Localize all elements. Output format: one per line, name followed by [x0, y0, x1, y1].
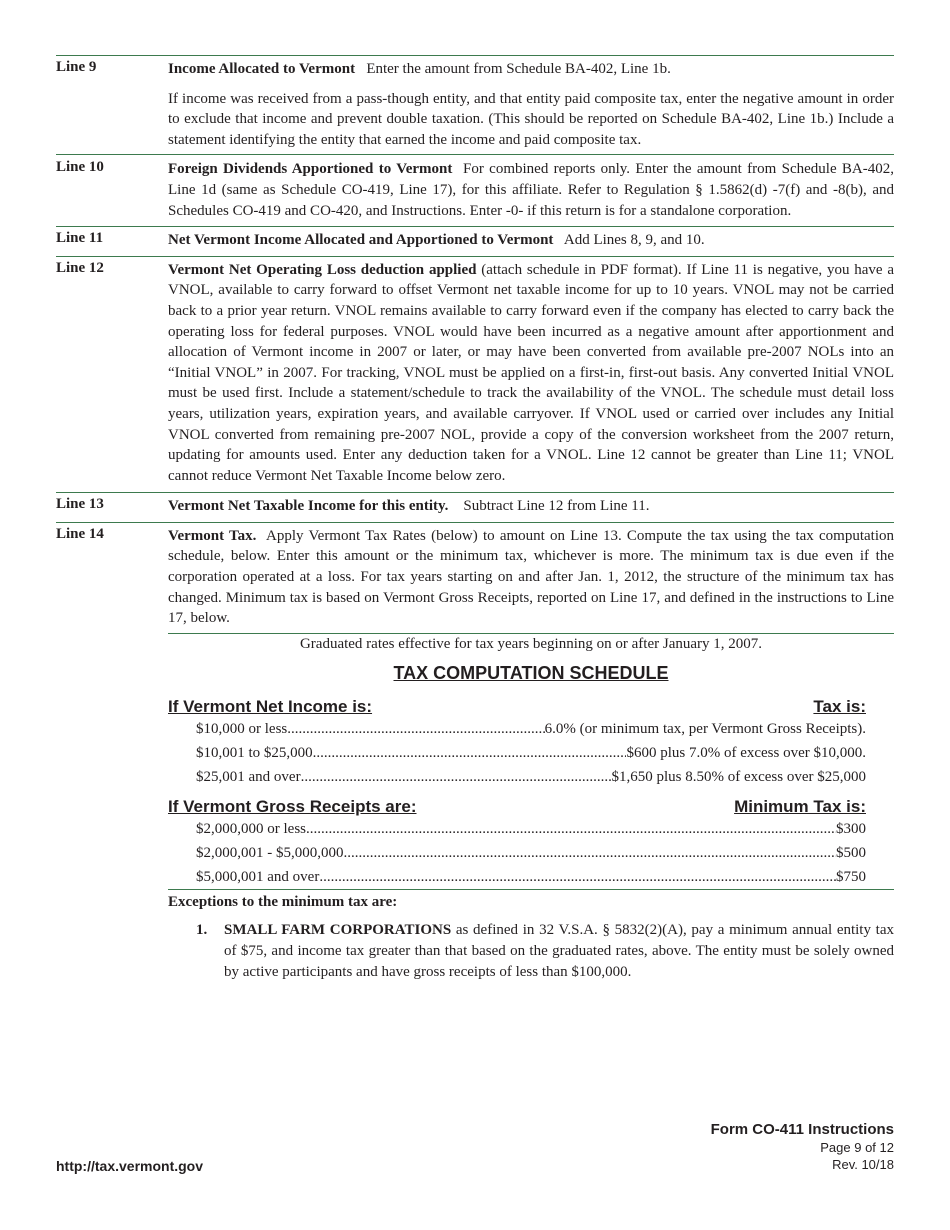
schedule-bottom-divider: [168, 889, 894, 890]
footer-form-info: [711, 1121, 894, 1173]
line-title: Vermont Tax.: [168, 527, 257, 544]
receipt-tax: $750: [836, 868, 866, 885]
income-tax: 6.0% (or minimum tax, per Vermont Gross Receipts).: [544, 720, 866, 737]
line-label: Line 14: [56, 525, 104, 542]
min-tax-column-head: Minimum Tax is:: [734, 796, 866, 816]
receipt-range: $5,000,001 and over: [196, 868, 320, 885]
revision: Rev. 10/18: [832, 1157, 894, 1172]
line-label: Line 9: [56, 59, 97, 75]
line-text: Apply Vermont Tax Rates (below) to amount on Line 13. Compute the tax using the tax computation schedule, below. Enter this amount or the minimum tax, whichever is more. The minimum tax is due even if the corporation operated at a loss. For tax years starting on and after Jan. 1, 2012, the structure of the minimum tax has changed. Minimum tax is based on Vermont Gross Receipts, reported on Line 17, and defined in the instructions to Line 17, below.: [168, 527, 894, 627]
line-label: Line 12: [56, 259, 104, 276]
line-paragraph: If income was received from a pass-though entity, and that entity paid composite tax, enter the negative amount in order to exclude that income and prevent double taxation. (This should be reported on Schedule BA-402, Line 1b.) Include a statement identifying the entity that earned the income and paid composite tax.: [168, 90, 894, 148]
line-title: Foreign Dividends Apportioned to Vermont: [168, 161, 453, 178]
line-text: (attach schedule in PDF format). If Line 11 is negative, you have a VNOL, available to carry forward to offset Vermont net taxable income for up to 10 years. VNOL may not be carried back to a prior year return. VNOL remains available to carry forward even if the company has elected to carry back the operating loss for federal purposes. VNOL would have been incurred as a negative amount after apportionment and allocation of Vermont income in 2007 or later, or may have been converted from available pre-2007 NOLs into an “Initial VNOL” in 2007. For tracking, VNOL must be applied on a first-in, first-out basis. Any converted Initial VNOL must be used first. Include a statement/schedule to track the availability of the VNOL. The schedule must detail loss years, utilization years, expiration years, and available carryover. If VNOL used or carried over includes any Initial VNOL converted from remaining pre-2007 NOL, provide a copy of the conversion worksheet from the 2007 return, updating for amounts used. Enter any deduction taken for a VNOL. Line 12 cannot be greater than Line 11; VNOL cannot reduce Vermont Net Taxable Income below zero.: [168, 261, 895, 484]
line-10-row: [56, 154, 894, 226]
receipt-range: $2,000,000 or less: [196, 820, 306, 837]
line-title: Vermont Net Operating Loss deduction applied: [168, 261, 477, 278]
line-title: Net Vermont Income Allocated and Apportioned to Vermont: [168, 232, 554, 249]
line-text: Subtract Line 12 from Line 11.: [463, 498, 650, 515]
form-name: Form CO-411 Instructions: [710, 1121, 894, 1138]
line-12-row: [56, 256, 894, 493]
receipt-range: $2,000,001 - $5,000,000: [196, 844, 344, 861]
receipt-row: [196, 817, 866, 841]
exception-text: as defined in 32 V.S.A. § 5832(2)(A), pay a minimum annual entity tax of $75, and income tax greater than that based on the graduated rates, above. The entity must be solely owned by active participants and have gross receipts of less than $100,000.: [224, 922, 894, 980]
instructions-page: [56, 55, 894, 982]
income-range: $10,000 or less: [196, 720, 288, 737]
receipt-tax: $500: [836, 844, 866, 861]
exception-title: SMALL FARM CORPORATIONS: [224, 922, 452, 939]
schedule-title: TAX COMPUTATION SCHEDULE: [393, 662, 669, 683]
income-row: [196, 741, 866, 765]
income-row: [196, 765, 866, 789]
receipt-row: [196, 841, 866, 865]
income-range: $25,001 and over: [196, 768, 301, 785]
line-11-row: [56, 226, 894, 256]
page-number: Page 9 of 12: [820, 1140, 894, 1155]
line-title: Income Allocated to Vermont: [168, 61, 356, 77]
line-text: Enter the amount from Schedule BA-402, Line 1b.: [366, 61, 671, 77]
income-range: $10,001 to $25,000: [196, 744, 313, 761]
income-tax: $600 plus 7.0% of excess over $10,000.: [626, 744, 866, 761]
line-14-row: [56, 522, 894, 633]
graduated-rates-note: Graduated rates effective for tax years beginning on or after January 1, 2007.: [299, 635, 763, 652]
line-9-row: [56, 55, 894, 154]
income-tax: $1,650 plus 8.50% of excess over $25,000: [611, 768, 866, 785]
receipt-row: [196, 865, 866, 889]
line-title: Vermont Net Taxable Income for this entity.: [168, 498, 449, 515]
receipts-table-header: [168, 797, 866, 817]
footer-url[interactable]: http://tax.vermont.gov: [56, 1158, 204, 1174]
tax-column-head: Tax is:: [813, 696, 866, 716]
line-label: Line 13: [56, 496, 104, 513]
receipts-column-head: If Vermont Gross Receipts are:: [168, 796, 417, 816]
exception-item: [196, 920, 894, 982]
line-text: Add Lines 8, 9, and 10.: [563, 232, 705, 249]
income-table-header: [168, 697, 866, 717]
line-label: Line 11: [56, 230, 104, 247]
exceptions-heading: Exceptions to the minimum tax are:: [168, 893, 398, 910]
tax-computation-schedule: [168, 634, 894, 889]
receipt-tax: $300: [836, 820, 866, 837]
income-row: [196, 717, 866, 741]
line-13-row: [56, 492, 894, 522]
line-label: Line 10: [56, 159, 104, 176]
exception-number: 1.: [196, 922, 208, 939]
line-text: For combined reports only. Enter the amount from Schedule BA-402, Line 1d (same as Schedule CO-419, Line 17), for this affiliate. Refer to Regulation § 1.5862(d) -7(f) and -8(b), and Schedules CO-419 and CO-420, and Instructions. Enter -0- if this return is for a standalone corporation.: [168, 161, 895, 219]
income-column-head: If Vermont Net Income is:: [168, 696, 373, 716]
